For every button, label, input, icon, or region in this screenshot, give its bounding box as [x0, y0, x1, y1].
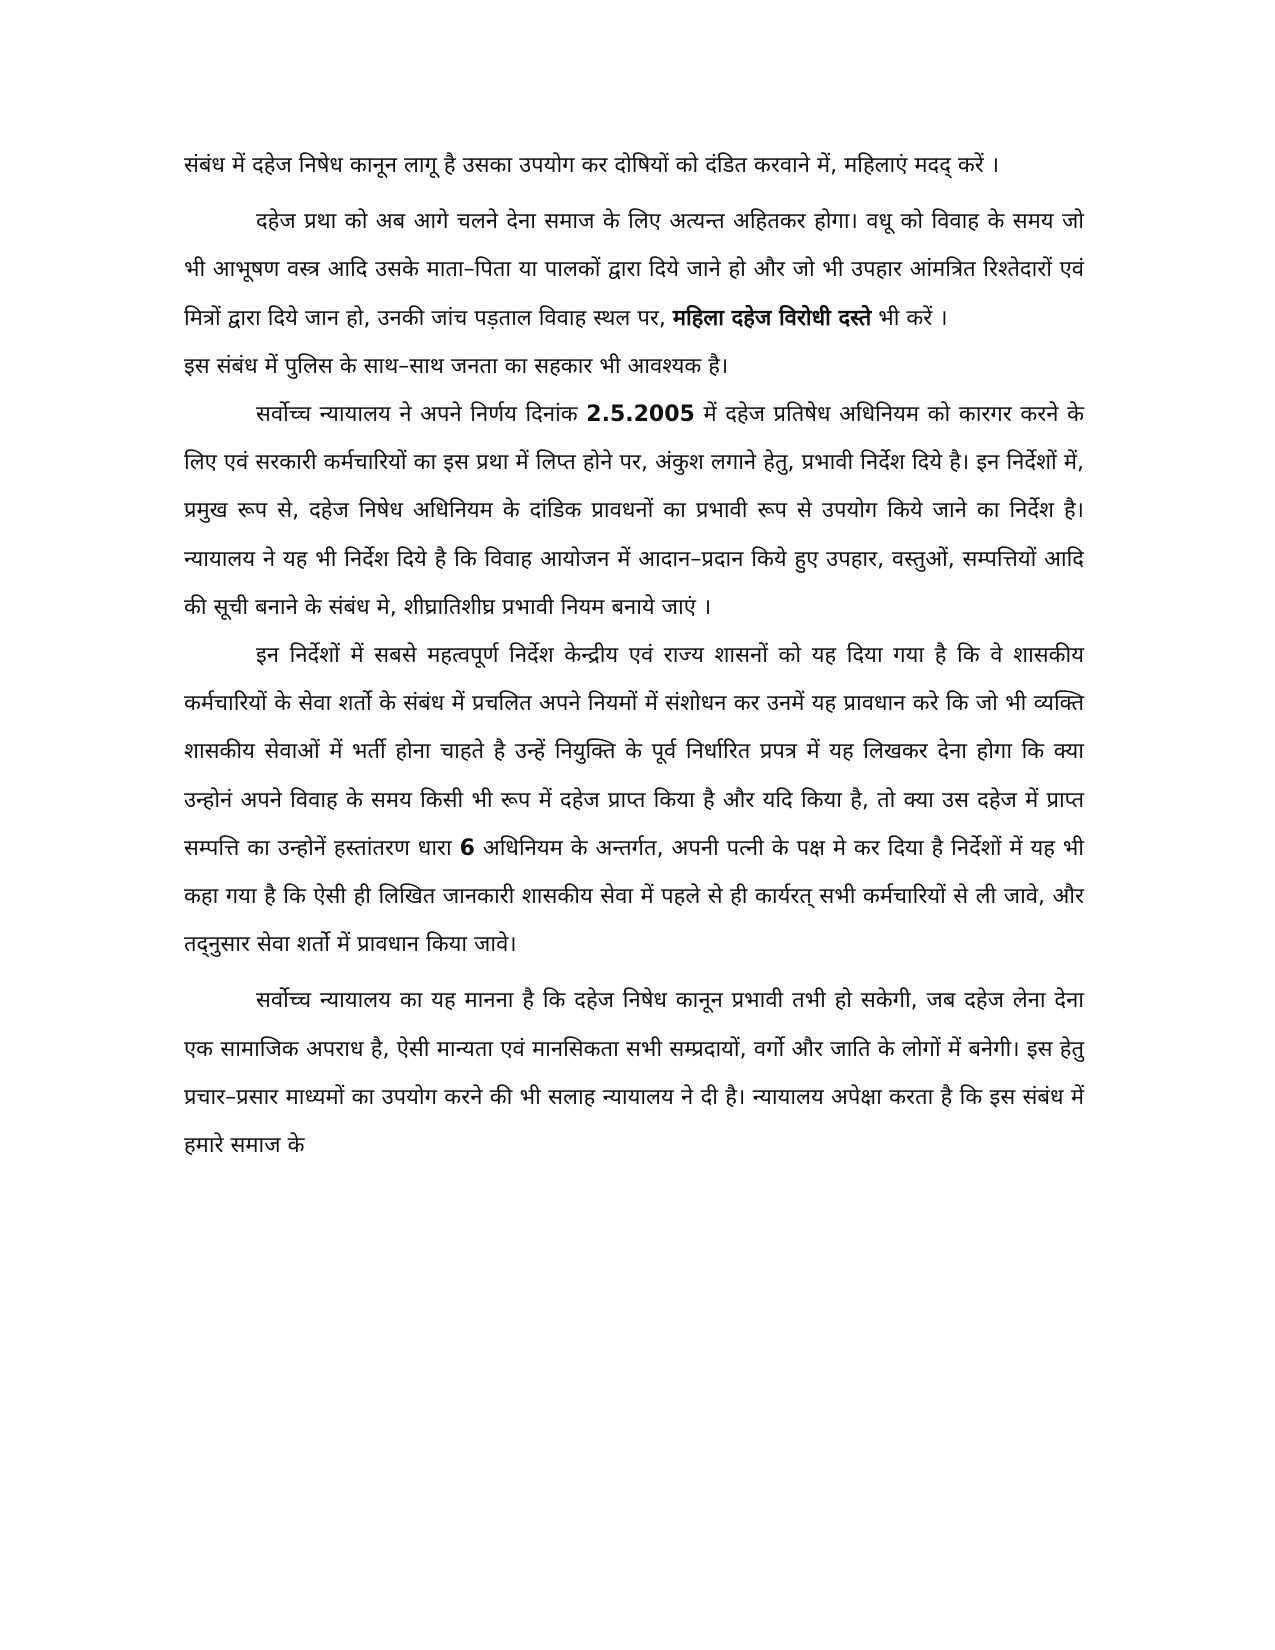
paragraph-1-text: संबंध में दहेज निषेध कानून लागू है उसका उपयोग कर दोषियों को दंडित करवाने में, महिलाएं मदद् करें । — [184, 153, 1000, 178]
paragraph-1 — [184, 142, 1084, 190]
paragraph-5-text-a: इन निर्देशों में सबसे महत्वपूर्ण निर्देश केन्द्रीय एवं राज्य शासनों को यह दिया गया है कि वे शासकीय कर्मचारियों के सेवा शर्तो के संबंध में प्रचलित अपने नियमों में संशोधन कर उनमें यह प्रावधान करे कि जो भी व्यक्ति शासकीय सेवाओं में भर्ती होना चाहते है उन्हें नियुक्ति के पूर्व निर्धारित प्रपत्र में यह लिखकर देना होगा कि क्या उन्होनं अपने विवाह के समय किसी भी रूप में दहेज प्राप्त किया है और यदि किया है, तो क्या उस दहेज में प्राप्त सम्पत्ति का उन्होनें हस्तांतरण धारा — [184, 643, 1084, 861]
paragraph-5-text-b: अधिनियम के अन्तर्गत, अपनी पत्नी के पक्ष मे कर दिया है निर्देशों में यह भी कहा गया है कि ऐसी ही लिखित जानकारी शासकीय सेवा में पहले से ही कार्यरत् सभी कर्मचारियों से ली जावे, और तद्नुसार सेवा शर्तो में प्रावधान किया जावे। — [184, 835, 1084, 958]
paragraph-5-section-number: 6 — [459, 835, 475, 861]
paragraph-2-text-b: भी करें । — [871, 305, 948, 331]
paragraph-6 — [184, 977, 1084, 1170]
paragraph-3-text: इस संबंध में पुलिस के साथ–साथ जनता का सहकार भी आवश्यक है। — [184, 353, 729, 379]
paragraph-6-text: सर्वोच्च न्यायालय का यह मानना है कि दहेज निषेध कानून प्रभावी तभी हो सकेगी, जब दहेज लेना देना एक सामाजिक अपराध है, ऐसी मान्यता एवं मानसिकता सभी सम्प्रदायों, वर्गो और जाति के लोगों में बनेगी। इस हेतु प्रचार–प्रसार माध्यमों का उपयोग करने की भी सलाह न्यायालय ने दी है। न्यायालय अपेक्षा करता है कि इस संबंध में हमारे समाज के — [184, 988, 1085, 1159]
paragraph-4 — [184, 391, 1084, 632]
paragraph-2 — [184, 198, 1084, 343]
paragraph-2-bold-phrase: महिला दहेज विरोधी दस्ते — [672, 305, 872, 331]
paragraph-5 — [184, 632, 1084, 969]
document-body — [184, 142, 1084, 1170]
paragraph-4-date: 2.5.2005 — [586, 402, 695, 428]
paragraph-4-text-a: सर्वोच्च न्यायालय ने अपने निर्णय दिनांक — [256, 402, 587, 428]
paragraph-3 — [184, 343, 1084, 391]
paragraph-2-text-a: दहेज प्रथा को अब आगे चलने देना समाज के लिए अत्यन्त अहितकर होगा। वधू को विवाह के समय जो भी आभूषण वस्त्र आदि उसके माता–पिता या पालकों द्वारा दिये जाने हो और जो भी उपहार आंमत्रित रिश्तेदारों एवं मित्रों द्वारा दिये जान हो, उनकी जांच पड़ताल विवाह स्थल पर, — [184, 209, 1084, 331]
paragraph-4-text-b: में दहेज प्रतिषेध अधिनियम को कारगर करने के लिए एवं सरकारी कर्मचारियों का इस प्रथा में लिप्त होने पर, अंकुश लगाने हेतु, प्रभावी निर्देश दिये है। इन निर्देशों में, प्रमुख रूप से, दहेज निषेध अधिनियम के दांडिक प्रावधनों का प्रभावी रूप से उपयोग किये जाने का निर्देश है। न्यायालय ने यह भी निर्देश दिये है कि विवाह आयोजन में आदान–प्रदान किये हुए उपहार, वस्तुओं, सम्पत्तियों आदि की सूची बनाने के संबंध मे, शीघ्रातिशीघ्र प्रभावी नियम बनाये जाएं । — [184, 402, 1084, 620]
